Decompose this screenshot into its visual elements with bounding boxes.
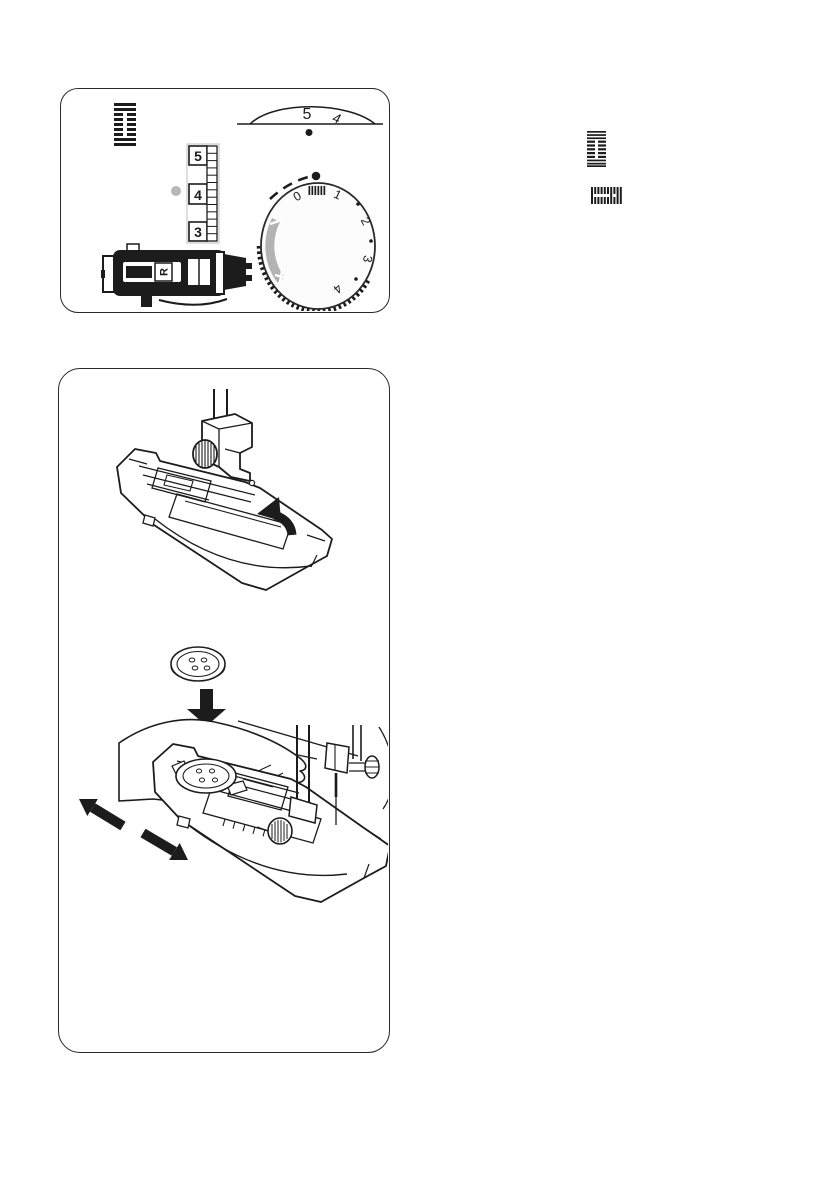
buttonhole-foot-r (101, 244, 252, 307)
thumb-screw-icon (193, 440, 217, 468)
dial-tick-0: 0 (290, 188, 304, 205)
needle-clamp-screw-icon (365, 756, 379, 778)
buttonhole-stitch-icon (114, 103, 136, 146)
button (171, 647, 225, 681)
instructions-panel (58, 368, 390, 1053)
scale-label-3: 3 (194, 224, 202, 240)
button-sewing-stitch-icon (591, 187, 622, 204)
foot-marking-r: R (158, 268, 171, 276)
slide-arrow-up-left-icon (79, 799, 123, 826)
width-dial-pointer-dot (306, 129, 313, 136)
settings-panel (60, 88, 390, 313)
settings-panel-figure (61, 89, 388, 311)
pattern-dial (259, 172, 375, 311)
step-attach-foot (117, 389, 332, 590)
dial-tick-3: 3 (360, 254, 376, 264)
buttonhole-stitch-icon (587, 131, 606, 167)
width-dial-selected: 5 (302, 106, 312, 123)
dial-face (261, 183, 375, 309)
dial-index-dot (312, 172, 321, 181)
slide-arrow-down-right-icon (143, 833, 188, 860)
scale-label-4: 4 (194, 187, 202, 203)
dial-tick-2: 2 (357, 214, 374, 228)
step-place-button (79, 647, 388, 902)
width-scale (187, 144, 219, 243)
dial-tick-4: 4 (330, 281, 345, 297)
width-dial-adjacent: 4 (330, 110, 343, 127)
instructions-figure (59, 369, 388, 1051)
width-dial-view (237, 106, 383, 136)
dial-tick-1: 1 (331, 187, 344, 203)
guide-dot (171, 186, 181, 196)
scale-label-5: 5 (194, 148, 202, 164)
